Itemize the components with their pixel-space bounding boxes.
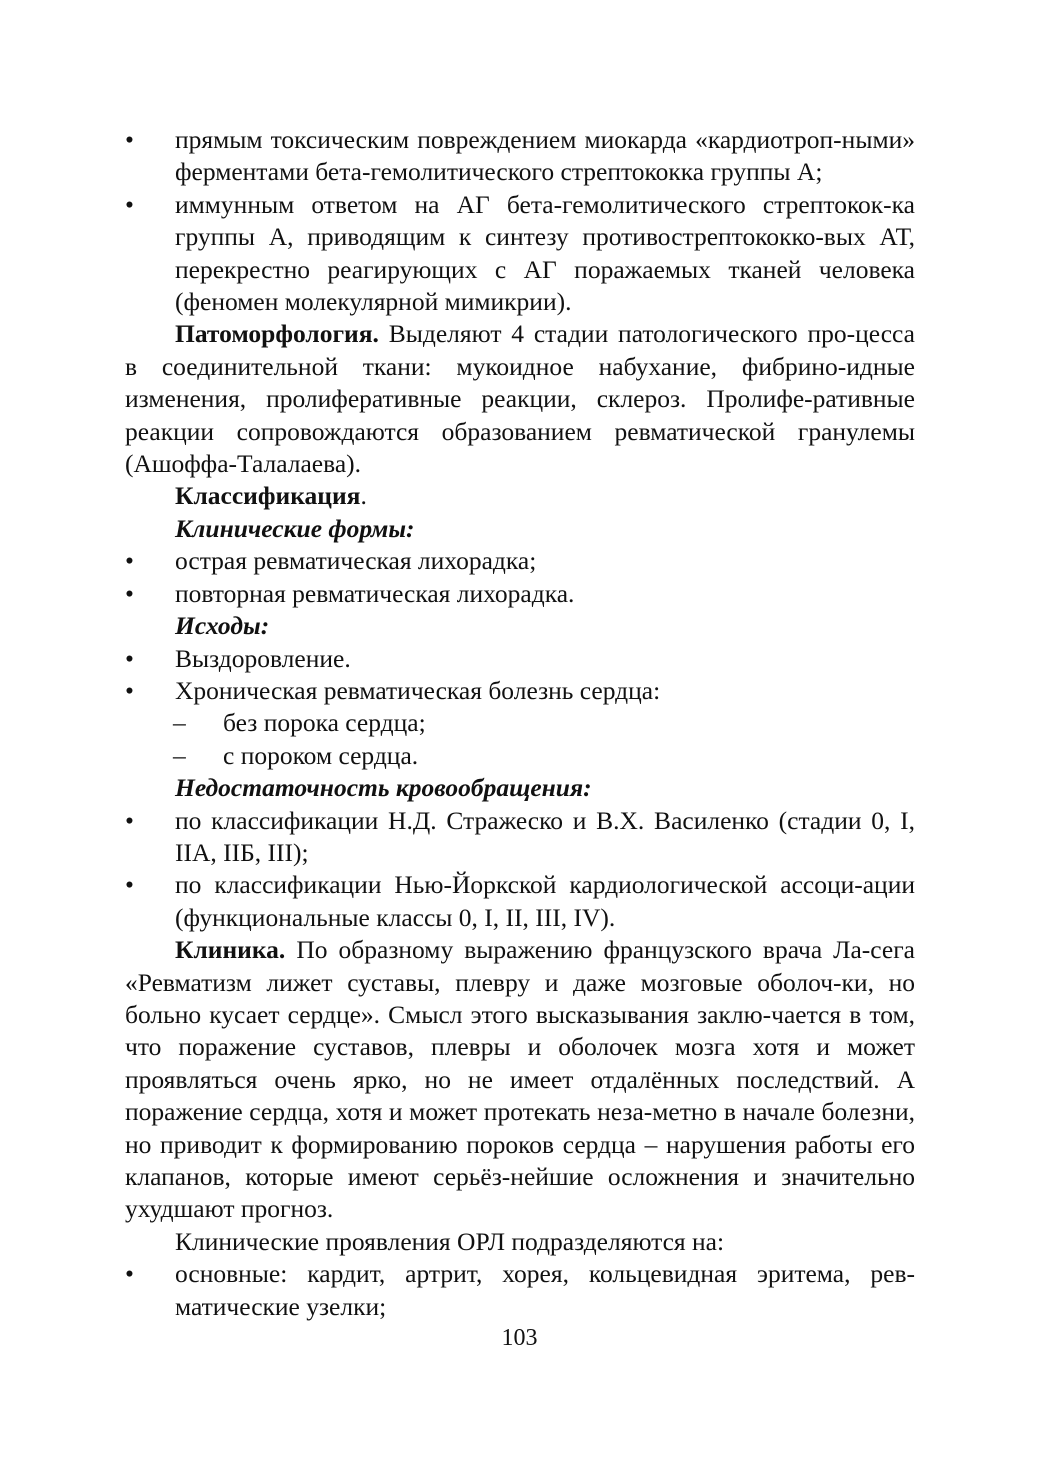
list-item-text: Выздоровление. [175,643,351,673]
bullet-list-manifestations [125,1258,915,1323]
bullet-mark: • [125,643,134,673]
dash-mark: – [173,708,186,738]
heading-dot: . [360,481,367,511]
section-label: Классификация [175,481,361,511]
subheading-label: Клинические формы: [175,513,415,543]
bullet-list-insufficiency [125,805,915,935]
list-item-text: повторная ревматическая лихорадка. [175,578,575,608]
list-item [125,643,915,675]
bullet-list-clinical-forms [125,545,915,610]
paragraph-clinic [125,934,915,1226]
dash-mark: – [173,740,186,770]
list-item-text: без порока сердца; [223,708,426,738]
subheading-insufficiency [125,772,915,804]
subheading-label: Исходы: [175,611,270,641]
list-item [125,578,915,610]
paragraph-text: Клинические проявления ОРЛ подразделяются на: [175,1226,725,1256]
list-item-text: иммунным ответом на АГ бета-гемолитического стрептокок-ка группы А, приводящим к синтезу противострептококко-вых АТ, перекрестно реагирующих с АГ поражаемых тканей человека (феномен молекулярной мимикрии). [175,189,915,317]
bullet-list-outcomes [125,643,915,773]
list-item [125,675,915,707]
page-number: 103 [501,1325,538,1351]
subheading-outcomes [125,610,915,642]
list-item-text: прямым токсическим повреждением миокарда «кардиотроп-ными» ферментами бета-гемолитического стрептококка группы А; [175,125,915,187]
page-body [125,124,915,1323]
paragraph-patomorphology [125,318,915,480]
section-label: Клиника. [175,935,286,965]
subheading-label: Недостаточность кровообращения: [175,773,592,803]
list-item-text: основные: кардит, артрит, хорея, кольцевидная эритема, рев-матические узелки; [175,1259,915,1321]
list-item-text: по классификации Нью-Йоркской кардиологической ассоци-ации (функциональные классы 0, I, II, III, IV). [175,870,915,932]
list-subitem [125,740,915,772]
bullet-list-causes [125,124,915,318]
bullet-mark: • [125,1259,134,1289]
heading-classification [125,480,915,512]
bullet-mark: • [125,870,134,900]
bullet-mark: • [125,546,134,576]
paragraph-text: По образному выражению французского врача Ла-сега «Ревматизм лижет суставы, плевру и даже мозговые оболоч-ки, но больно кусает сердце». Смысл этого высказывания заклю-чается в том, что поражение суставов, плевры и оболочек мозга хотя и может проявляться очень ярко, но не имеет отдалённых последствий. А поражение сердца, хотя и может протекать неза-метно в начале болезни, но приводит к формированию пороков сердца – нарушения работы его клапанов, которые имеют серьёз-нейшие осложнения и значительно ухудшают прогноз. [125,935,915,1224]
list-item-text: по классификации Н.Д. Стражеско и В.Х. Василенко (стадии 0, I, IIА, IIБ, III); [175,805,915,867]
list-item-text: с пороком сердца. [223,740,419,770]
list-item [125,124,915,189]
bullet-mark: • [125,578,134,608]
bullet-mark: • [125,805,134,835]
list-subitem [125,707,915,739]
paragraph-manifestations [125,1226,915,1258]
bullet-mark: • [125,189,134,219]
list-item-text: Хроническая ревматическая болезнь сердца: [175,675,661,705]
list-item [125,869,915,934]
list-item-text: острая ревматическая лихорадка; [175,546,537,576]
paragraph-text: Выделяют 4 стадии патологического про-цесса в соединительной ткани: мукоидное набухание, фибрино-идные изменения, пролиферативные реакции, склероз. Пролифе-ративные реакции сопровождаются образованием ревматической гранулемы (Ашоффа-Талалаева). [125,319,915,479]
list-item [125,189,915,319]
subheading-clinical-forms [125,513,915,545]
section-label: Патоморфология. [175,319,379,349]
bullet-mark: • [125,125,134,154]
list-item [125,1258,915,1323]
list-item [125,545,915,577]
bullet-mark: • [125,675,134,705]
list-item [125,805,915,870]
